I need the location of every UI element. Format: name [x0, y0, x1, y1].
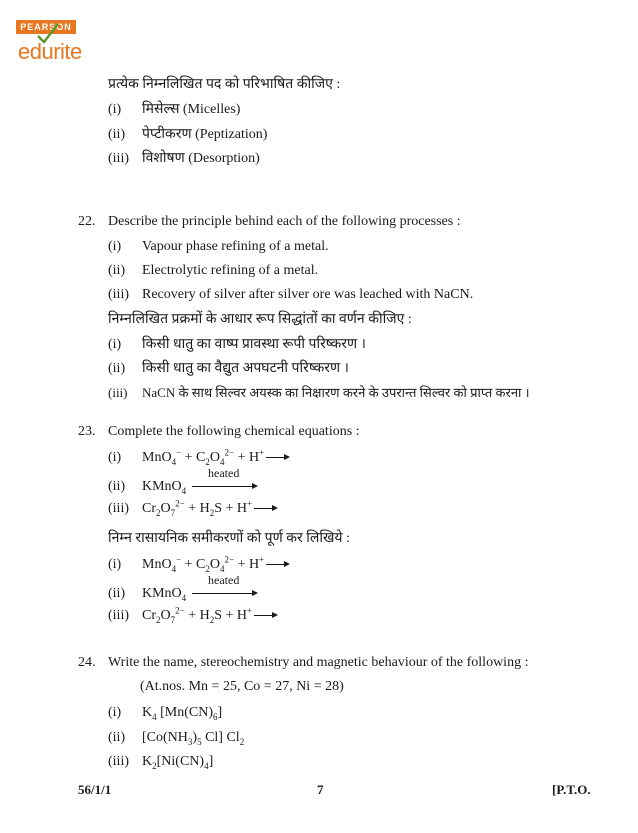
q22-item-3: (iii) Recovery of silver after silver ore was leached with NaCN. — [108, 287, 474, 302]
q23-equation-3: (iii) $Cr_2O_7^{2-} + H_2S + H^+$ — [108, 500, 276, 518]
q23-stem: Complete the following chemical equations : — [108, 424, 360, 439]
q22-stem: Describe the principle behind each of the following processes : — [108, 214, 461, 229]
q24-atomic-numbers: (At.nos. Mn = 25, Co = 27, Ni = 28) — [140, 679, 344, 694]
q22-number: 22. — [78, 214, 96, 229]
q24-number: 24. — [78, 655, 96, 670]
q22-hindi-stem: निम्नलिखित प्रक्रमों के आधार रूप सिद्धांतों का वर्णन कीजिए : — [108, 312, 412, 327]
reaction-arrow-icon — [254, 615, 276, 616]
q22-item-1: (i) Vapour phase refining of a metal. — [108, 239, 329, 254]
top-item-2: (ii) पेप्टीकरण (Peptization) — [108, 127, 268, 142]
q23-equation-2: (ii) KMnO$_4$ heated — [108, 478, 258, 496]
q23-hindi-equation-2: (ii) KMnO$_4$ heated — [108, 585, 258, 603]
top-item-1: (i) मिसेल्स (Micelles) — [108, 102, 241, 117]
q24-item-1: (i) $K_4$ $[Mn(CN)_6]$ — [108, 705, 223, 722]
q22-item-2: (ii) Electrolytic refining of a metal. — [108, 263, 319, 278]
heated-arrow-icon: heated — [190, 478, 258, 496]
top-item-3: (iii) विशोषण (Desorption) — [108, 151, 260, 166]
q22-hindi-item-3: (iii) NaCN के साथ सिल्वर अयस्क का निक्षारण करने के उपरान्त सिल्वर को प्राप्त करना । — [108, 385, 530, 400]
pearson-logo-bar: PEARSON — [16, 20, 76, 34]
q22-hindi-item-1: (i) किसी धातु का वाष्प प्रावस्था रूपी परिष्करण । — [108, 337, 366, 352]
q24-item-3: (iii) $K_2[Ni(CN)_4]$ — [108, 754, 214, 771]
q23-hindi-equation-1: (i) $MnO_4^- + C_2O_4^{2-} + H^+$ — [108, 556, 288, 574]
reaction-arrow-icon — [254, 508, 276, 509]
q23-equation-1: (i) $MnO_4^- + C_2O_4^{2-} + H^+$ — [108, 449, 288, 467]
page-number: 7 — [317, 782, 324, 797]
reaction-arrow-icon — [266, 564, 288, 565]
q23-number: 23. — [78, 424, 96, 439]
edurite-logo-word: edurite — [18, 39, 82, 64]
top-intro: प्रत्येक निम्नलिखित पद को परिभाषित कीजिए : — [108, 77, 341, 92]
pto-label: [P.T.O. — [552, 782, 591, 797]
heated-arrow-icon: heated — [190, 585, 258, 603]
q23-hindi-stem: निम्न रासायनिक समीकरणों को पूर्ण कर लिखिये : — [108, 531, 350, 546]
reaction-arrow-icon — [266, 457, 288, 458]
q23-hindi-equation-3: (iii) $Cr_2O_7^{2-} + H_2S + H^+$ — [108, 607, 276, 625]
q24-stem: Write the name, stereochemistry and magnetic behaviour of the following : — [108, 655, 529, 670]
paper-code: 56/1/1 — [78, 782, 112, 797]
q22-hindi-item-2: (ii) किसी धातु का वैद्युत अपघटनी परिष्करण । — [108, 361, 349, 376]
q24-item-2: (ii) [$Co(NH_3)_5$ Cl] $Cl_2$ — [108, 730, 245, 747]
